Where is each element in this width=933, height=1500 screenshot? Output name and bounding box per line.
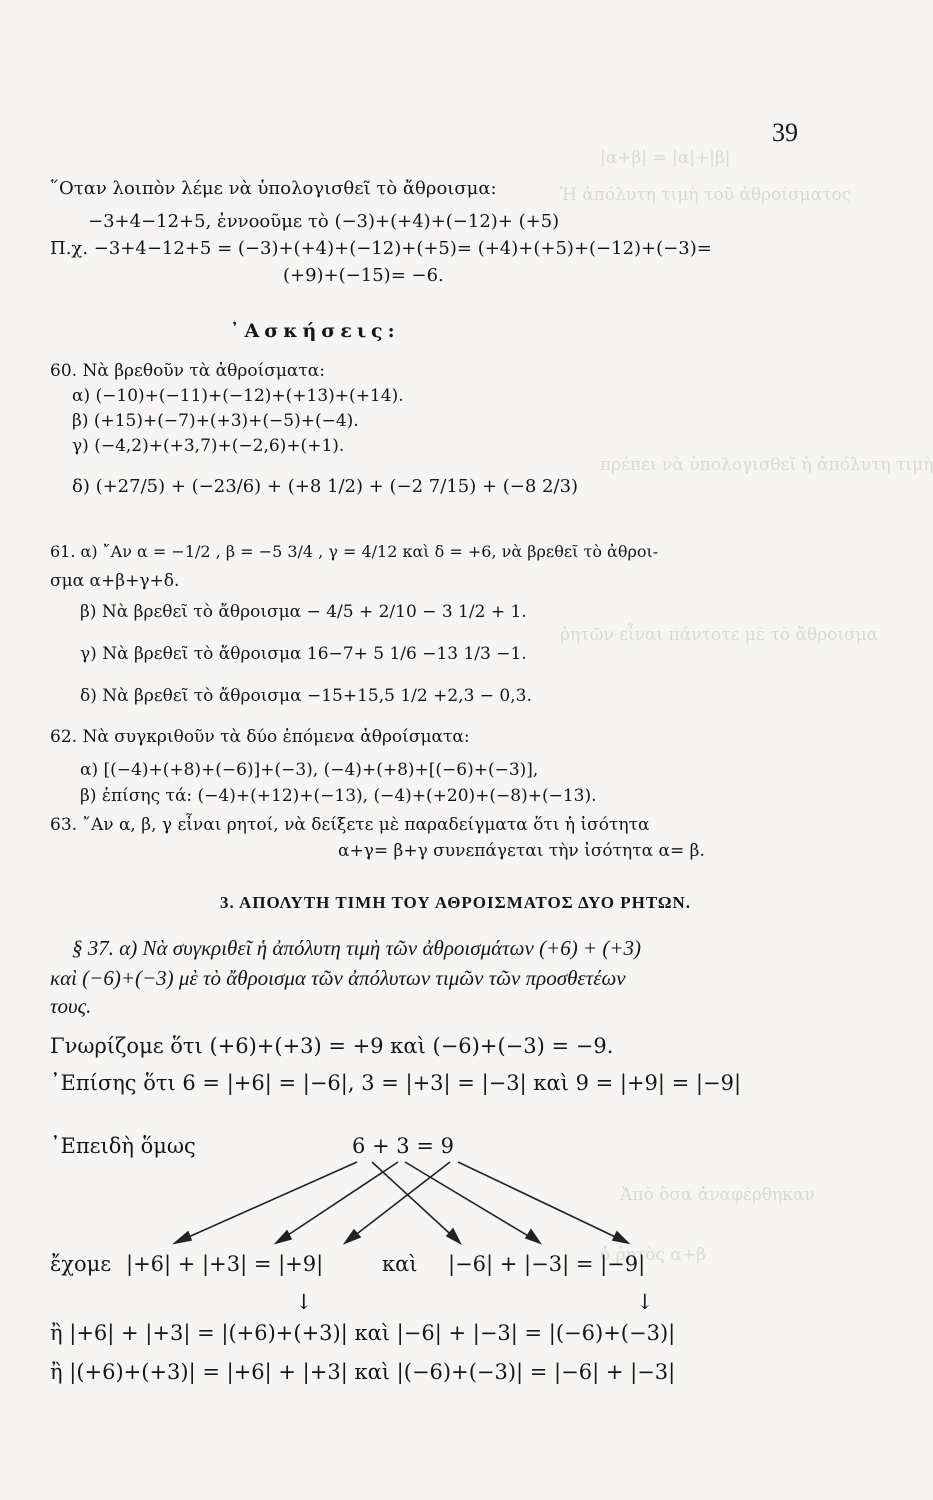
exercise-60-d: δ) (+27/5) + (−23/6) + (+8 1/2) + (−2 7/15) + (−8 2/3) xyxy=(72,476,579,497)
body-line-3-label: ᾿Επειδὴ ὅμως xyxy=(50,1134,196,1158)
section-title: 3. ΑΠΟΛΥΤΗ ΤΙΜΗ ΤΟΥ ΑΘΡΟΙΣΜΑΤΟΣ ΔΥΟ ΡΗΤΩΝ. xyxy=(220,893,692,912)
body-line-4-label: ἔχομε xyxy=(50,1252,112,1276)
body-line-3-equation: 6 + 3 = 9 xyxy=(352,1134,454,1158)
exercise-60-c: γ) (−4,2)+(+3,7)+(−2,6)+(+1). xyxy=(72,436,345,456)
body-line-2: ᾿Επίσης ὅτι 6 = |+6| = |−6|, 3 = |+3| = |−3| καὶ 9 = |+9| = |−9| xyxy=(50,1071,742,1095)
exercises-heading: ᾿Ασκήσεις: xyxy=(230,320,400,342)
exercise-61-c: γ) Νὰ βρεθεῖ τὸ ἄθροισμα 16−7+ 5 1/6 −13 1/3 −1. xyxy=(80,644,527,664)
exercise-61-d: δ) Νὰ βρεθεῖ τὸ ἄθροισμα −15+15,5 1/2 +2,3 − 0,3. xyxy=(80,686,532,706)
exercise-62-a: α) [(−4)+(+8)+(−6)]+(−3), (−4)+(+8)+[(−6)+(−3)], xyxy=(80,760,539,780)
exercise-63-b: α+γ= β+γ συνεπάγεται τὴν ἰσότητα α= β. xyxy=(338,841,705,861)
body-line-4-left: |+6| + |+3| = |+9| xyxy=(126,1252,324,1276)
body-line-6: ἢ |(+6)+(+3)| = |+6| + |+3| καὶ |(−6)+(−3)| = |−6| + |−3| xyxy=(50,1360,676,1384)
intro-line-1: ῞Οταν λοιπὸν λέμε νὰ ὑπολογισθεῖ τὸ ἄθροισμα: xyxy=(50,178,497,199)
body-line-5: ἢ |+6| + |+3| = |(+6)+(+3)| καὶ |−6| + |−3| = |(−6)+(−3)| xyxy=(50,1321,676,1345)
exercise-62-title: 62. Νὰ συγκριθοῦν τὰ δύο ἑπόμενα ἀθροίσματα: xyxy=(50,727,470,747)
intro-line-4: (+9)+(−15)= −6. xyxy=(283,265,444,286)
intro-line-3: Π.χ. −3+4−12+5 = (−3)+(+4)+(−12)+(+5)= (+4)+(+5)+(−12)+(−3)= xyxy=(50,238,712,259)
paragraph-37-line-3: τους. xyxy=(50,994,92,1018)
exercise-61-a: 61. α) ῎Αν α = −1/2 , β = −5 3/4 , γ = 4/12 καὶ δ = +6, νὰ βρεθεῖ τὸ ἀθροι- xyxy=(50,542,659,561)
body-line-1: Γνωρίζομε ὅτι (+6)+(+3) = +9 καὶ (−6)+(−3) = −9. xyxy=(50,1034,614,1058)
exercise-63-a: 63. ῎Αν α, β, γ εἶναι ρητοί, νὰ δείξετε μὲ παραδείγματα ὅτι ἡ ἰσότητα xyxy=(50,815,650,835)
intro-line-2: −3+4−12+5, ἐννοοῦμε τὸ (−3)+(+4)+(−12)+ (+5) xyxy=(88,211,560,232)
page-number: 39 xyxy=(772,118,798,147)
down-arrow-right: ↓ xyxy=(636,1290,654,1314)
paragraph-37-line-1: § 37. α) Νὰ συγκριθεῖ ἡ ἀπόλυτη τιμὴ τῶν ἀθροισμάτων (+6) + (+3) xyxy=(72,936,642,960)
exercise-60-b: β) (+15)+(−7)+(+3)+(−5)+(−4). xyxy=(72,411,359,431)
body-line-4-right: |−6| + |−3| = |−9| xyxy=(448,1252,646,1276)
exercise-61-a-cont: σμα α+β+γ+δ. xyxy=(50,571,180,591)
exercise-62-b: β) ἐπίσης τά: (−4)+(+12)+(−13), (−4)+(+20)+(−8)+(−13). xyxy=(80,786,597,806)
down-arrow-left: ↓ xyxy=(295,1290,313,1314)
body-line-4-middle: καὶ xyxy=(382,1252,418,1276)
exercise-61-b: β) Νὰ βρεθεῖ τὸ ἄθροισμα − 4/5 + 2/10 − 3 1/2 + 1. xyxy=(80,602,527,622)
paragraph-37-line-2: καὶ (−6)+(−3) μὲ τὸ ἄθροισμα τῶν ἀπόλυτων τιμῶν τῶν προσθετέων xyxy=(50,966,626,990)
exercise-60-a: α) (−10)+(−11)+(−12)+(+13)+(+14). xyxy=(72,386,404,406)
exercise-60-title: 60. Νὰ βρεθοῦν τὰ ἀθροίσματα: xyxy=(50,361,326,381)
